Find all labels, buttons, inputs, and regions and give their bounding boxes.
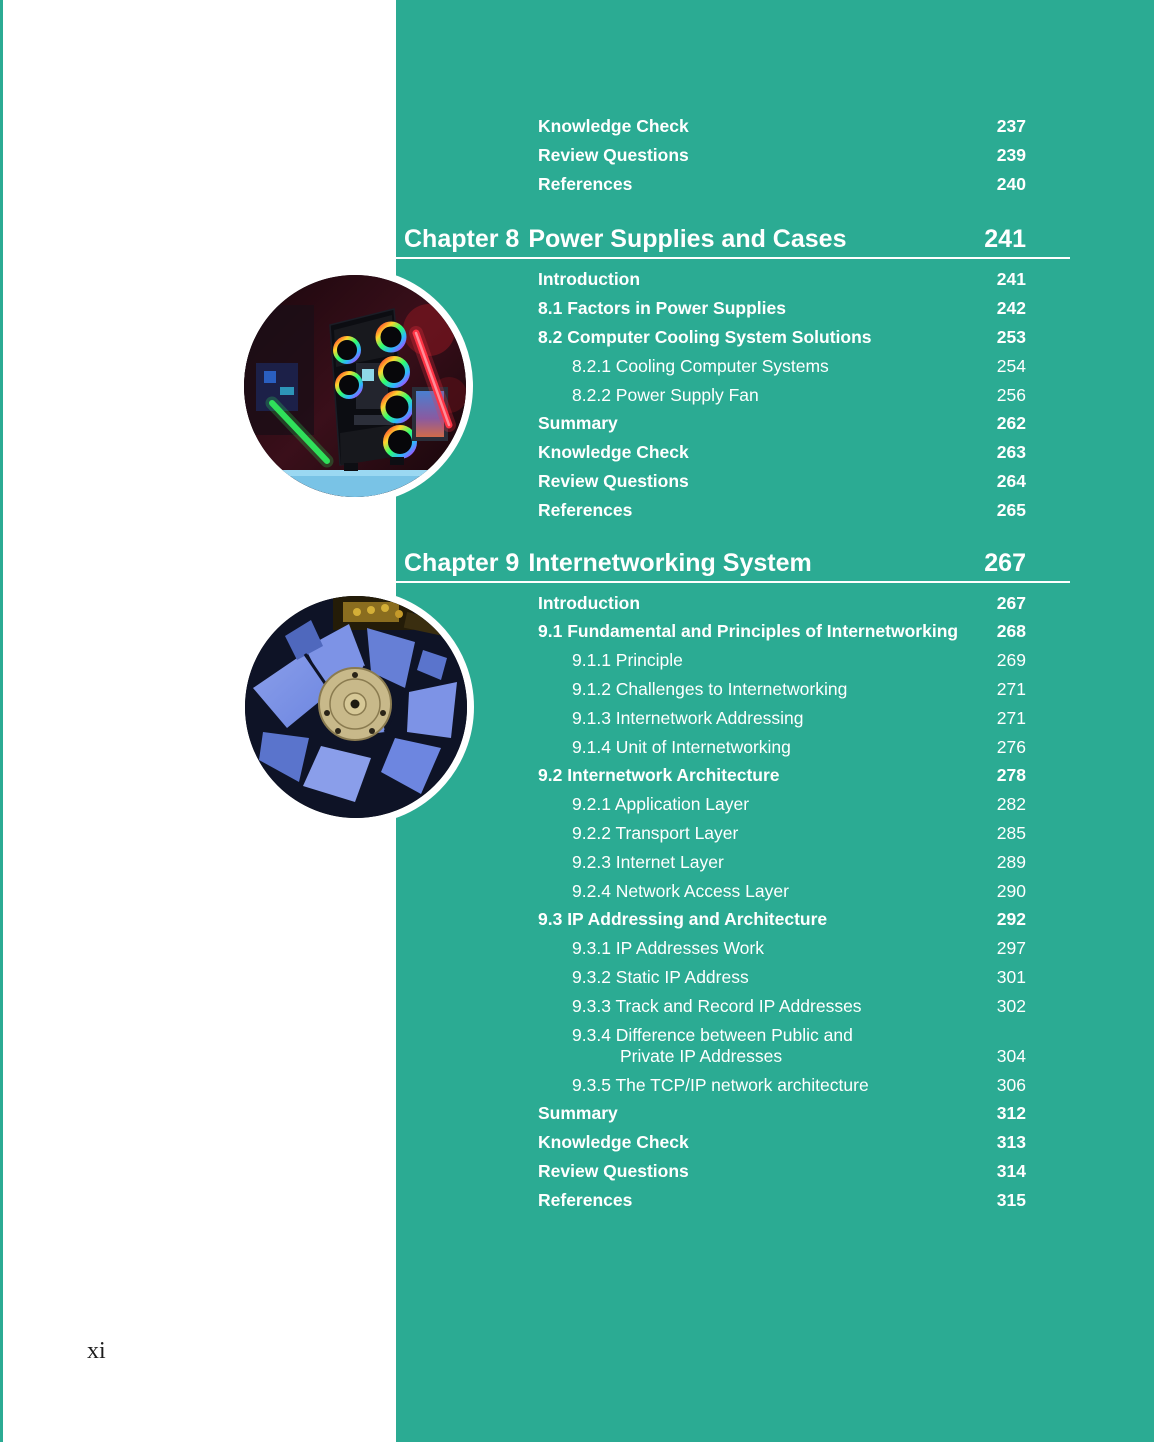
toc-entry <box>572 1025 1026 1067</box>
toc-entry-label: Introduction <box>538 269 641 290</box>
toc-entry-page: 269 <box>996 650 1026 671</box>
toc-entry <box>538 589 1026 618</box>
toc-entry-label: 9.3.2 Static IP Address <box>572 966 749 987</box>
table-of-contents <box>396 0 1154 1215</box>
toc-entry <box>572 790 1026 819</box>
toc-entry <box>572 704 1026 733</box>
chapter-9-rule <box>396 581 1070 583</box>
toc-entry-page: 256 <box>996 384 1026 405</box>
toc-entry-page: 304 <box>996 1045 1026 1066</box>
toc-entry <box>572 675 1026 704</box>
chapter-8-entries <box>396 265 1154 524</box>
toc-entry <box>572 819 1026 848</box>
chapter-8-rule <box>396 257 1070 259</box>
toc-entry-page: 289 <box>996 851 1026 872</box>
toc-entry <box>538 409 1026 438</box>
toc-entry <box>572 992 1026 1021</box>
shattered-hard-drive-photo <box>238 589 474 825</box>
toc-entry <box>538 323 1026 352</box>
toc-entry-label: 9.2.1 Application Layer <box>572 794 750 815</box>
rgb-gaming-pc-illustration <box>244 275 466 497</box>
toc-entry-page: 241 <box>996 269 1026 290</box>
toc-entry <box>538 438 1026 467</box>
toc-entry <box>572 352 1026 381</box>
chapter-9-section <box>396 545 1154 1215</box>
toc-entry <box>538 1186 1026 1215</box>
toc-entry-label: 9.3 IP Addressing and Architecture <box>538 909 828 930</box>
toc-entry-label: 9.2.2 Transport Layer <box>572 822 739 843</box>
toc-entry-page: 302 <box>996 995 1026 1016</box>
toc-entry <box>572 963 1026 992</box>
toc-entry <box>538 1099 1026 1128</box>
toc-entry-label: Review Questions <box>538 144 689 165</box>
toc-entry-label: 9.3.5 The TCP/IP network architecture <box>572 1074 869 1095</box>
chapter-8-page-number: 241 <box>984 225 1026 254</box>
toc-entry-page: 267 <box>996 592 1026 613</box>
toc-entry-label: 9.3.1 IP Addresses Work <box>572 938 764 959</box>
toc-entry-label: Knowledge Check <box>538 1132 689 1153</box>
toc-entry-page: 292 <box>996 909 1026 930</box>
toc-entry <box>572 934 1026 963</box>
chapter-9-heading <box>396 545 1026 581</box>
toc-entry-page: 290 <box>996 880 1026 901</box>
toc-entry-page: 297 <box>996 938 1026 959</box>
toc-entry-page: 237 <box>996 116 1026 136</box>
toc-entry <box>572 877 1026 906</box>
toc-entry-label: 8.2.1 Cooling Computer Systems <box>572 355 829 376</box>
toc-entry <box>572 848 1026 877</box>
toc-entry <box>538 617 1026 646</box>
toc-entry-label: Introduction <box>538 592 641 613</box>
toc-entry <box>538 112 1026 141</box>
toc-entry-label: Review Questions <box>538 470 689 491</box>
folio-page-number: xi <box>87 1338 106 1364</box>
toc-entry-page: 315 <box>996 1189 1026 1210</box>
rgb-gaming-pc-photo <box>237 268 473 504</box>
toc-entry <box>538 141 1026 170</box>
toc-entry-label: References <box>538 499 633 520</box>
toc-entry-page: 254 <box>996 355 1026 376</box>
toc-entry-page: 262 <box>996 413 1026 434</box>
toc-entry <box>538 761 1026 790</box>
toc-entry-page: 268 <box>996 621 1026 642</box>
toc-entry-page: 265 <box>996 499 1026 520</box>
toc-entry-label: Knowledge Check <box>538 442 689 463</box>
chapter-9-page-number: 267 <box>984 548 1026 577</box>
toc-entry-page: 276 <box>996 736 1026 757</box>
toc-entry-label: Review Questions <box>538 1160 689 1181</box>
page-edge-stripe <box>0 0 3 1442</box>
toc-entry <box>538 496 1026 525</box>
toc-entry-label: 9.2.3 Internet Layer <box>572 851 724 872</box>
toc-entry <box>572 646 1026 675</box>
toc-entry <box>538 265 1026 294</box>
chapter-8-title: Power Supplies and Cases <box>528 225 847 254</box>
toc-entry-page: 253 <box>996 326 1026 347</box>
toc-entry-page: 285 <box>996 822 1026 843</box>
toc-entry-label: 8.1 Factors in Power Supplies <box>538 298 786 319</box>
toc-entry-label: 9.3.3 Track and Record IP Addresses <box>572 995 862 1016</box>
toc-entry <box>572 1071 1026 1100</box>
shattered-hard-drive-illustration <box>245 596 467 818</box>
toc-entry <box>538 467 1026 496</box>
chapter-9-entries <box>396 589 1154 1215</box>
toc-entry-page: 239 <box>996 144 1026 165</box>
toc-entry-label: Summary <box>538 413 618 434</box>
toc-entry-page: 278 <box>996 765 1026 786</box>
chapter-8-label: Chapter 8 <box>404 225 520 254</box>
toc-entry-page: 263 <box>996 442 1026 463</box>
toc-entry-page: 282 <box>996 794 1026 815</box>
toc-entry-page: 306 <box>996 1074 1026 1095</box>
toc-entry-label: 9.1.3 Internetwork Addressing <box>572 707 804 728</box>
toc-entry-page: 242 <box>996 298 1026 319</box>
toc-entry <box>538 170 1026 199</box>
toc-entry-label: 8.2.2 Power Supply Fan <box>572 384 759 405</box>
toc-entry-page: 313 <box>996 1132 1026 1153</box>
toc-entry-page: 271 <box>996 707 1026 728</box>
toc-leading-entries <box>396 0 1154 198</box>
toc-entry-label: 9.3.4 Difference between Public and Private IP Addresses <box>572 1024 853 1066</box>
chapter-9-label: Chapter 9 <box>404 548 520 577</box>
toc-entry <box>538 905 1026 934</box>
chapter-9-title: Internetworking System <box>528 548 812 577</box>
toc-entry-page: 312 <box>996 1103 1026 1124</box>
toc-entry <box>538 1128 1026 1157</box>
toc-entry-label: 9.2 Internetwork Architecture <box>538 765 780 786</box>
toc-entry-label: 9.1.4 Unit of Internetworking <box>572 736 791 757</box>
toc-entry-label: References <box>538 173 633 194</box>
toc-entry-page: 314 <box>996 1160 1026 1181</box>
toc-entry <box>572 381 1026 410</box>
toc-entry-label: Summary <box>538 1103 618 1124</box>
toc-entry <box>538 294 1026 323</box>
chapter-8-heading <box>396 221 1026 257</box>
toc-entry <box>538 1157 1026 1186</box>
chapter-8-section <box>396 221 1154 524</box>
toc-entry-label: 8.2 Computer Cooling System Solutions <box>538 326 872 347</box>
toc-entry-page: 240 <box>996 173 1026 194</box>
toc-entry-label: 9.2.4 Network Access Layer <box>572 880 789 901</box>
toc-entry-label: 9.1.1 Principle <box>572 650 683 671</box>
toc-entry-label: References <box>538 1189 633 1210</box>
toc-entry-label: 9.1 Fundamental and Principles of Internetworking <box>538 621 959 642</box>
toc-entry-page: 301 <box>996 966 1026 987</box>
toc-entry-label: Knowledge Check <box>538 116 689 136</box>
toc-entry-page: 271 <box>996 678 1026 699</box>
toc-entry-page: 264 <box>996 470 1026 491</box>
toc-entry-label: 9.1.2 Challenges to Internetworking <box>572 678 848 699</box>
toc-entry <box>572 733 1026 762</box>
